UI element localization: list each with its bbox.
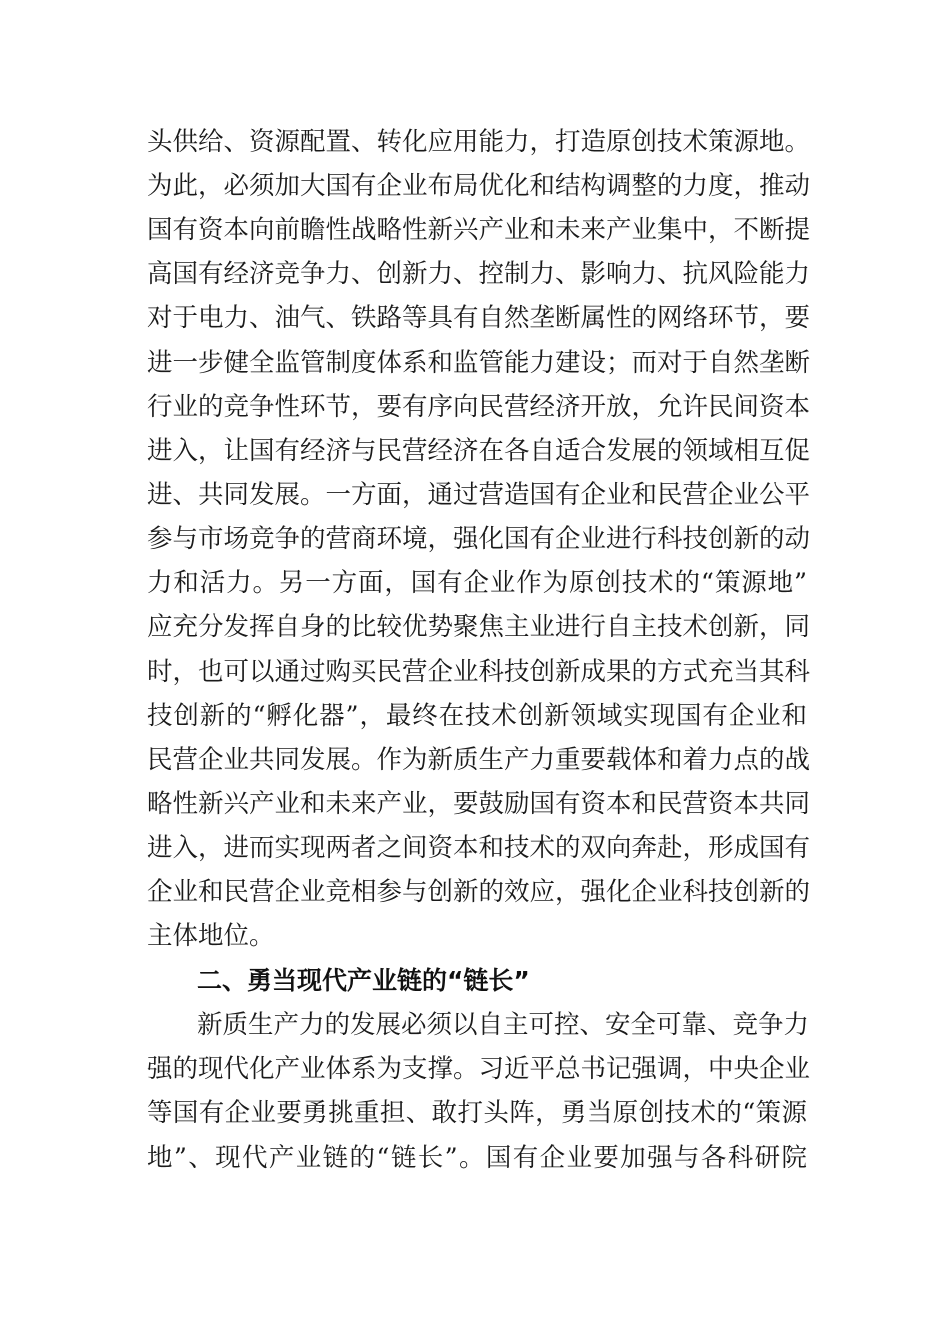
body-text-line: 力和活力。另一方面，国有企业作为原创技术的“策源地”	[147, 568, 807, 598]
body-text-line: 进一步健全监管制度体系和监管能力建设；而对于自然垄断	[147, 348, 811, 378]
body-text-line: 行业的竞争性环节，要有序向民营经济开放，允许民间资本	[147, 392, 811, 422]
body-text-line: 高国有经济竞争力、创新力、控制力、影响力、抗风险能力	[147, 259, 811, 289]
body-text-line: 国有资本向前瞻性战略性新兴产业和未来产业集中，不断提	[147, 215, 811, 245]
body-text-line: 进入，进而实现两者之间资本和技术的双向奔赴，形成国有	[147, 833, 811, 863]
body-text-line: 技创新的“孵化器”，最终在技术创新领域实现国有企业和	[147, 701, 807, 731]
body-text-line: 新质生产力的发展必须以自主可控、安全可靠、竞争力	[197, 1010, 810, 1040]
body-text-line: 主体地位。	[147, 921, 275, 951]
section-heading: 二、勇当现代产业链的“链长”	[197, 966, 530, 995]
body-text-line: 时，也可以通过购买民营企业科技创新成果的方式充当其科	[147, 657, 811, 687]
body-text-line: 民营企业共同发展。作为新质生产力重要载体和着力点的战	[147, 745, 811, 775]
body-text-line: 企业和民营企业竞相参与创新的效应，强化企业科技创新的	[147, 877, 811, 907]
body-text-line: 对于电力、油气、铁路等具有自然垄断属性的网络环节，要	[147, 303, 811, 333]
body-text-line: 地”、现代产业链的“链长”。国有企业要加强与各科研院	[147, 1143, 807, 1173]
body-text-line: 强的现代化产业体系为支撑。习近平总书记强调，中央企业	[147, 1054, 811, 1084]
body-text-line: 进、共同发展。一方面，通过营造国有企业和民营企业公平	[147, 480, 811, 510]
body-text-line: 为此，必须加大国有企业布局优化和结构调整的力度，推动	[147, 171, 811, 201]
body-text-line: 等国有企业要勇挑重担、敢打头阵，勇当原创技术的“策源	[147, 1098, 807, 1128]
body-text-line: 略性新兴产业和未来产业，要鼓励国有资本和民营资本共同	[147, 789, 811, 819]
body-text-line: 进入，让国有经济与民营经济在各自适合发展的领域相互促	[147, 436, 811, 466]
body-text-line: 参与市场竞争的营商环境，强化国有企业进行科技创新的动	[147, 524, 811, 554]
body-text-line: 头供给、资源配置、转化应用能力，打造原创技术策源地。	[147, 127, 811, 157]
body-text-line: 应充分发挥自身的比较优势聚焦主业进行自主技术创新，同	[147, 612, 811, 642]
